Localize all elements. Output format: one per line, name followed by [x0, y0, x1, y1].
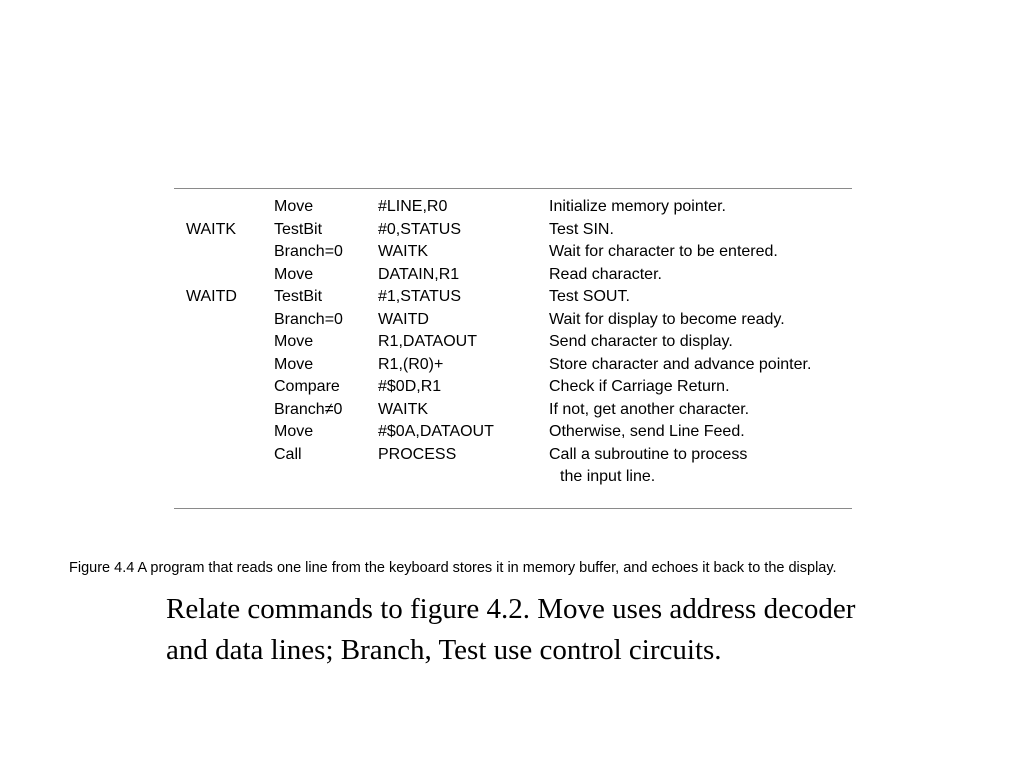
line-opcode: Move	[274, 423, 314, 440]
line-opcode: Call	[274, 445, 302, 463]
line-operand: R1,(R0)+	[378, 355, 444, 373]
table-top-rule	[174, 188, 852, 189]
line-comment: Test SOUT.	[549, 288, 630, 305]
figure-caption: Figure 4.4 A program that reads one line from the keyboard stores it in memory buffer, and echoes it back to the display.	[69, 560, 837, 576]
line-comment: Check if Carriage Return.	[549, 378, 730, 395]
program-line	[0, 444, 1024, 467]
line-opcode: Move	[274, 333, 314, 350]
line-operand: WAITK	[378, 400, 429, 418]
program-line	[0, 421, 1024, 444]
slide-note-line: Relate commands to figure 4.2. Move uses address decoder	[166, 593, 856, 625]
line-opcode: Move	[274, 355, 314, 373]
line-operand: WAITK	[378, 243, 429, 260]
line-comment: If not, get another character.	[549, 400, 750, 418]
program-line	[0, 399, 1024, 422]
program-line	[0, 219, 1024, 242]
line-comment: Read character.	[549, 265, 662, 283]
program-line	[0, 376, 1024, 399]
line-operand: #$0D,R1	[378, 378, 442, 395]
line-operand: PROCESS	[378, 445, 457, 463]
line-comment: Test SIN.	[549, 220, 614, 238]
program-line-continuation	[0, 466, 1024, 489]
line-label: WAITK	[186, 220, 237, 238]
program-listing	[0, 196, 1024, 489]
line-opcode: Branch=0	[274, 310, 343, 328]
line-opcode: Move	[274, 198, 314, 215]
program-line	[0, 309, 1024, 332]
line-operand: #$0A,DATAOUT	[378, 423, 494, 440]
line-comment: Initialize memory pointer.	[549, 198, 726, 215]
line-comment: Otherwise, send Line Feed.	[549, 423, 745, 440]
slide-note	[166, 589, 1006, 671]
program-line	[0, 241, 1024, 264]
line-label: WAITD	[186, 288, 237, 305]
program-line	[0, 286, 1024, 309]
line-opcode: TestBit	[274, 288, 323, 305]
line-comment: the input line.	[560, 468, 656, 485]
line-opcode: Compare	[274, 378, 340, 395]
line-comment: Wait for character to be entered.	[549, 243, 778, 260]
line-comment: Store character and advance pointer.	[549, 355, 812, 373]
program-line	[0, 264, 1024, 287]
line-comment: Send character to display.	[549, 333, 733, 350]
line-operand: #1,STATUS	[378, 288, 461, 305]
line-opcode: Move	[274, 265, 314, 283]
line-comment: Call a subroutine to process	[549, 445, 748, 463]
line-operand: WAITD	[378, 310, 429, 328]
line-operand: #LINE,R0	[378, 198, 448, 215]
program-line	[0, 354, 1024, 377]
program-line	[0, 331, 1024, 354]
program-line	[0, 196, 1024, 219]
line-operand: R1,DATAOUT	[378, 333, 477, 350]
slide-note-line: and data lines; Branch, Test use control circuits.	[166, 634, 722, 666]
table-bottom-rule	[174, 508, 852, 509]
line-opcode: Branch≠0	[274, 400, 343, 418]
line-operand: #0,STATUS	[378, 220, 461, 238]
line-opcode: TestBit	[274, 220, 323, 238]
line-comment: Wait for display to become ready.	[549, 310, 785, 328]
line-opcode: Branch=0	[274, 243, 343, 260]
line-operand: DATAIN,R1	[378, 265, 460, 283]
